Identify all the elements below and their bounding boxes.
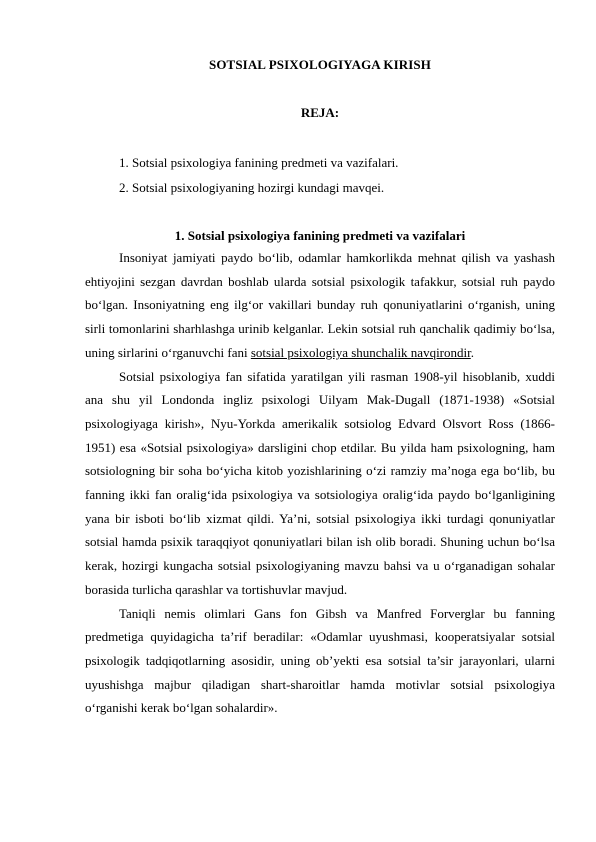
document-title: SOTSIAL PSIXOLOGIYAGA KIRISH xyxy=(209,57,431,72)
paragraph xyxy=(85,246,555,365)
underlined-phrase: sotsial psixologiya shunchalik navqirondir xyxy=(250,344,471,360)
paragraph: Taniqli nemis olimlari Gans fon Gibsh va Manfred Forverglar bu fanning predmetiga quyidagicha ta’rif beradilar: «Odamlar uyushmasi, kooperatsiyalar sotsial psixologik tadqiqotlarning asosidir, uning ob’yekti esa sotsial ta’sir jarayonlari, ularni uyushishga majbur qiladigan shart-sharoitlar hamda motivlar sotsial psixologiya o‘rganishi kerak bo‘lgan sohalardir». xyxy=(85,605,555,716)
paragraph-end: . xyxy=(470,344,474,360)
plan-list xyxy=(119,150,398,200)
plan-item: 1. Sotsial psixologiya fanining predmeti va vazifalari. xyxy=(119,155,399,170)
body-text xyxy=(85,246,555,720)
plan-heading: REJA: xyxy=(300,105,340,120)
paragraph: Sotsial psixologiya fan sifatida yaratilgan yili rasman 1908-yil hisoblanib, xuddi ana shu yil Londonda ingliz psixologi Uilyam Mak-Dugall (1871-1938) «Sotsial psixologiyaga kirish», Nyu-Yorkda amerikalik sotsiolog Edvard Olsvort Ross (1866-1951) esa «Sotsial psixologiya» darsligini chop etdilar. Bu yilda ham psixologning, ham sotsiologning bir soha bo‘yicha kitob yozishlarining o‘zi ramziy ma’noga ega bo‘lib, bu fanning ikki fan oralig‘ida psixologiya va sotsiologiya oralig‘ida paydo bo‘lganligining yana bir isboti bo‘lib xizmat qildi. Ya’ni, sotsial psixologiya ikki turdagi qonuniyatlar sotsial hamda psixik taraqqiyot qonuniyatlari bilan ish olib boradi. Shuning uchun bo‘lsa kerak, hozirgi kungacha sotsial psixologiyaning mavzu bahsi va u o‘rganadigan sohalar borasida turlicha qarashlar va tortishuvlar mavjud. xyxy=(85,368,555,597)
paragraph-text: Insoniyat jamiyati paydo bo‘lib, odamlar hamkorlikda mehnat qilish va yashash ehtiyojini sezgan davrdan boshlab ularda sotsial psixologik tafakkur, sotsial ruh paydo bo‘lgan. Insoniyatning eng ilg‘or vakillari bunday ruh qonuniyatlarini o‘rganish, uning sirli tomonlarini sharhlashga urinib kelganlar. Lekin sotsial ruh qanchalik qadimiy bo‘lsa, uning sirlarini o‘rganuvchi fani xyxy=(85,250,555,360)
section-heading: 1. Sotsial psixologiya fanining predmeti va vazifalari xyxy=(174,228,466,243)
plan-item: 2. Sotsial psixologiyaning hozirgi kundagi mavqei. xyxy=(119,180,385,195)
